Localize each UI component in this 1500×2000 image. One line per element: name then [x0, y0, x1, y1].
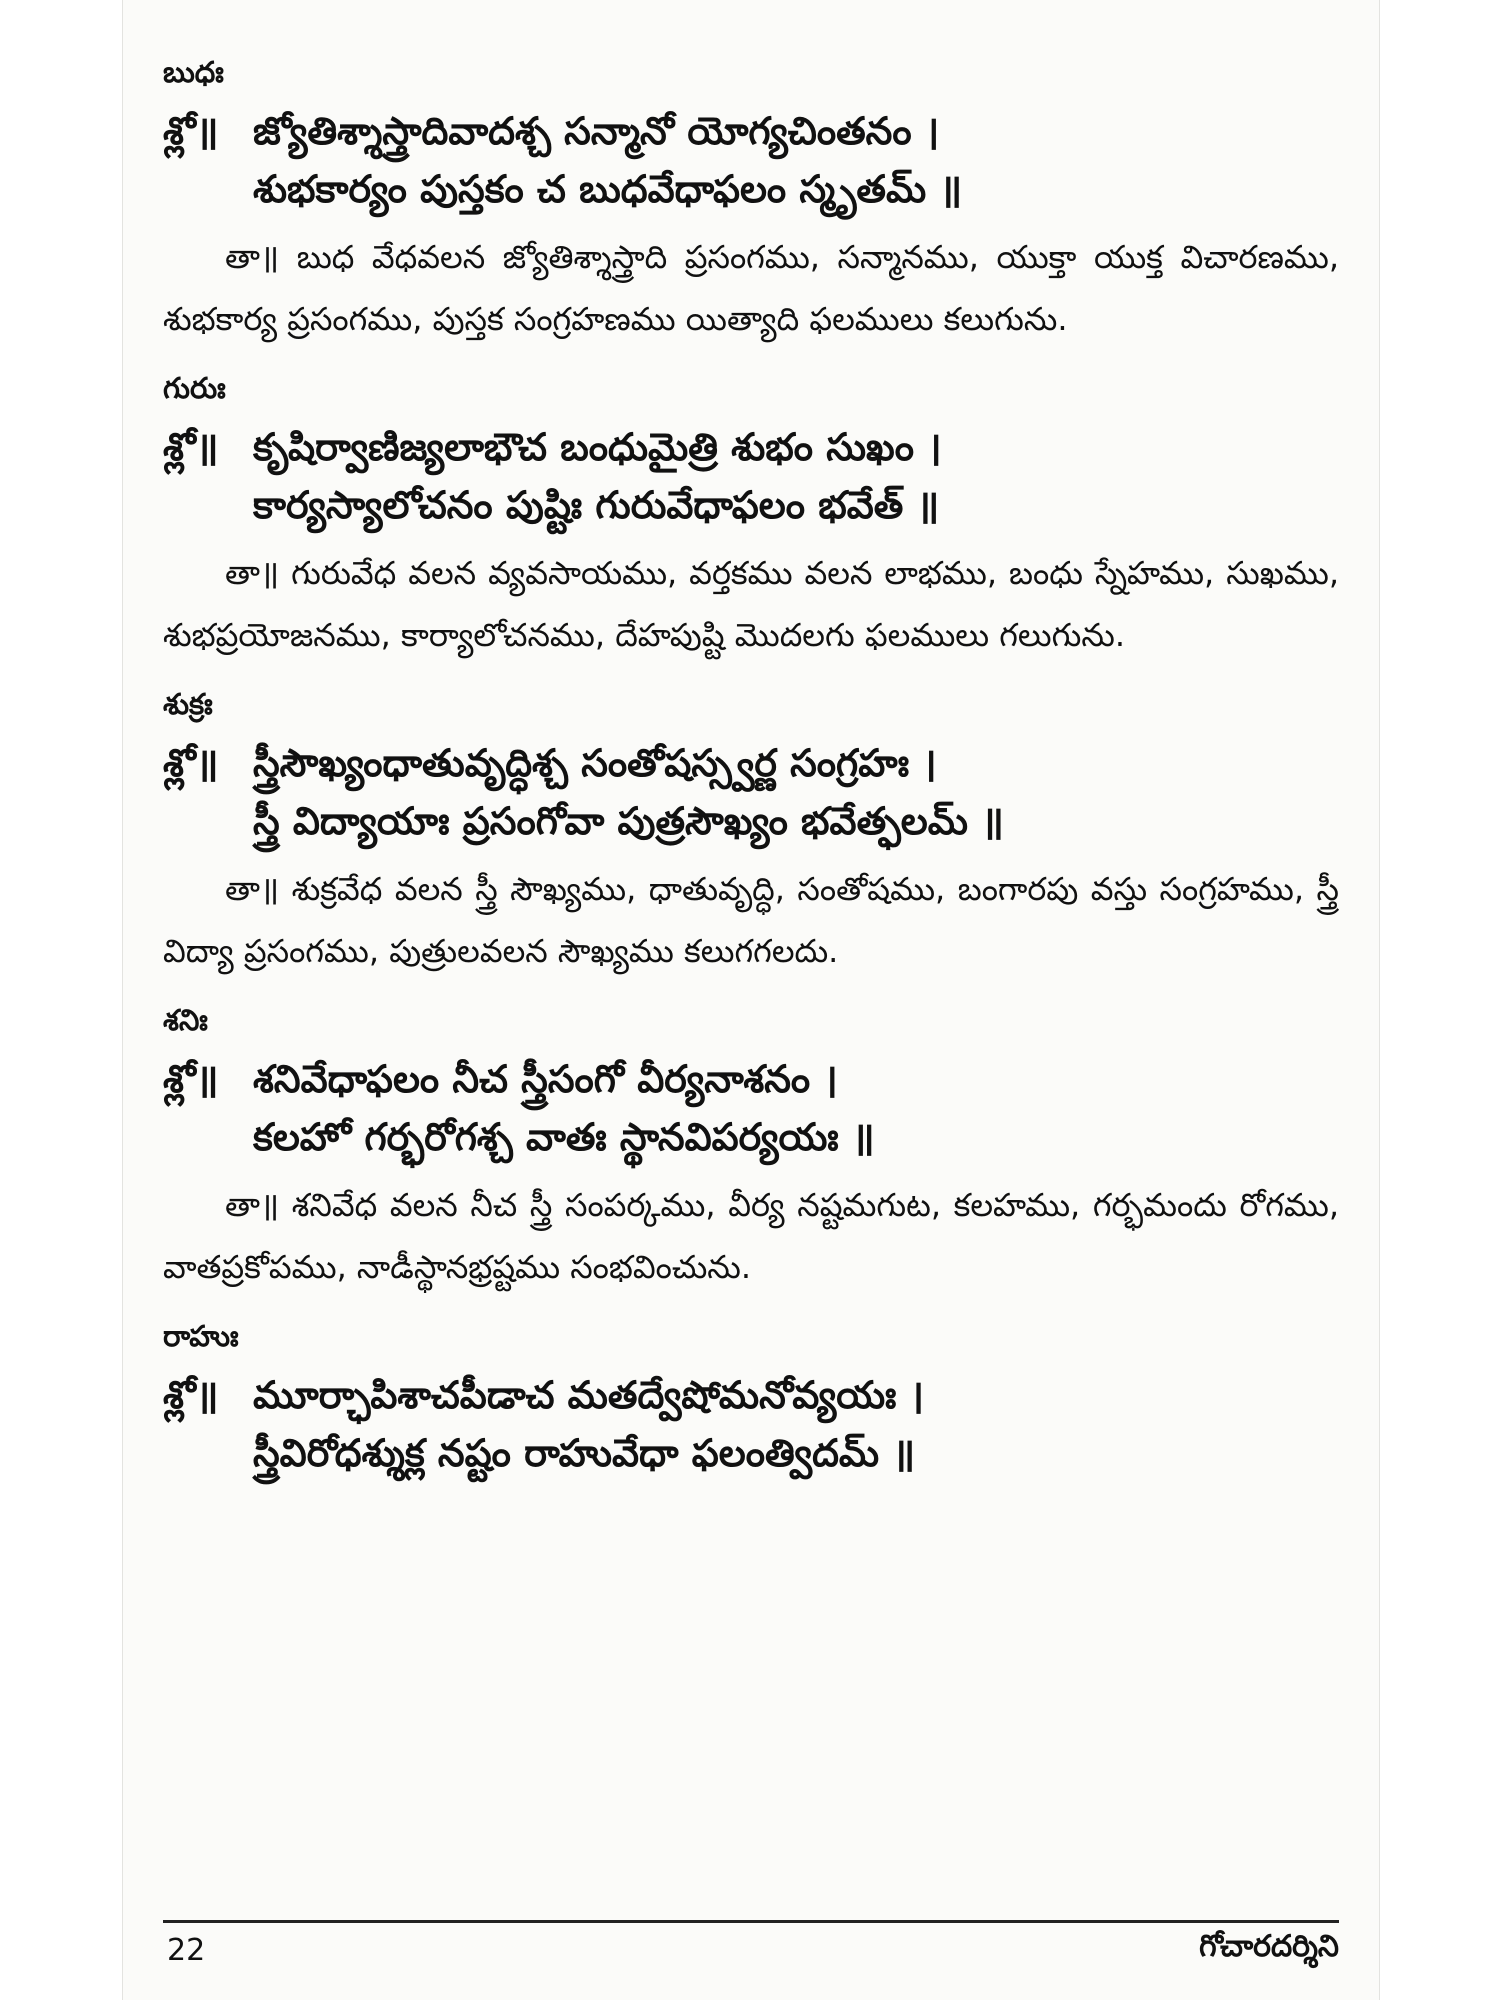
section-heading: బుధః: [163, 55, 224, 89]
section-heading: గురుః: [163, 371, 226, 405]
meaning-paragraph: తా॥ శనివేధ వలన నీచ స్త్రీ సంపర్కము, వీర్య నష్టమగుట, కలహము, గర్భమందు రోగము, వాతప్రకోపము, నాడీస్థానభ్రష్టము సంభవించును.: [163, 1186, 1339, 1286]
verse-line: [163, 1108, 1339, 1166]
shani-section: [163, 1000, 1339, 1298]
verse-mark: శ్లో॥: [163, 1057, 219, 1101]
section-heading: రాహుః: [163, 1319, 239, 1353]
page-number: 22: [167, 1933, 206, 1968]
book-page: [122, 0, 1380, 2000]
verse-line: [163, 476, 1339, 534]
verse-line: [163, 1366, 1339, 1424]
verse-line: [163, 734, 1339, 792]
verse-text: కృషిర్వాణిజ్యలాభౌచ బంధుమైత్రి శుభం సుఖం ।: [253, 425, 942, 469]
budha-section: [163, 52, 1339, 350]
verse-text: స్త్రీసౌఖ్యంధాతువృద్ధిశ్చ సంతోషస్స్వర్ణ సంగ్రహః ।: [253, 741, 937, 785]
footer-divider: [163, 1920, 1339, 1923]
verse-line: [163, 102, 1339, 160]
verse-text: జ్యోతిశ్శాస్త్రాదివాదశ్చ సన్మానో యోగ్యచింతనం ।: [253, 109, 940, 153]
verse-text: కార్యస్యాలోచనం పుష్టిః గురువేధాఫలం భవేత్ ॥: [253, 483, 940, 527]
verse-mark: శ్లో॥: [163, 741, 219, 785]
verse-text: స్త్రీ విద్యాయాః ప్రసంగోవా పుత్రసౌఖ్యం భవేత్ఫలమ్ ॥: [253, 799, 1004, 843]
verse-mark: శ్లో॥: [163, 109, 219, 153]
verse-mark: శ్లో॥: [163, 425, 219, 469]
shukra-section: [163, 684, 1339, 982]
book-title: గోచారదర్శిని: [1199, 1929, 1339, 1964]
verse-line: [163, 160, 1339, 218]
verse-line: [163, 1424, 1339, 1482]
section-heading: శుక్రః: [163, 687, 213, 721]
verse-text: స్త్రీవిరోధశ్శుక్ల నష్టం రాహువేధా ఫలంత్విదమ్ ॥: [253, 1431, 916, 1475]
section-heading: శనిః: [163, 1003, 208, 1037]
page-content: [163, 52, 1339, 1500]
rahu-section: [163, 1316, 1339, 1482]
verse-line: [163, 418, 1339, 476]
verse-mark: శ్లో॥: [163, 1373, 219, 1417]
verse-line: [163, 792, 1339, 850]
meaning-paragraph: తా॥ గురువేధ వలన వ్యవసాయము, వర్తకము వలన లాభము, బంధు స్నేహము, సుఖము, శుభప్రయోజనము, కార్యాలోచనము, దేహపుష్టి మొదలగు ఫలములు గలుగును.: [163, 554, 1339, 654]
verse-text: కలహో గర్భరోగశ్చ వాతః స్థానవిపర్యయః ॥: [253, 1115, 875, 1159]
verse-text: శనివేధాఫలం నీచ స్త్రీసంగో వీర్యనాశనం ।: [253, 1057, 838, 1101]
guru-section: [163, 368, 1339, 666]
meaning-paragraph: తా॥ శుక్రవేధ వలన స్త్రీ సౌఖ్యము, ధాతువృద్ధి, సంతోషము, బంగారపు వస్తు సంగ్రహము, స్త్రీ విద్యా ప్రసంగము, పుత్రులవలన సౌఖ్యము కలుగగలదు.: [163, 870, 1339, 970]
meaning-paragraph: తా॥ బుధ వేధవలన జ్యోతిశ్శాస్త్రాది ప్రసంగము, సన్మానము, యుక్తా యుక్త విచారణము, శుభకార్య ప్రసంగము, పుస్తక సంగ్రహణము యిత్యాది ఫలములు కలుగును.: [163, 238, 1339, 338]
verse-text: మూర్ఛాపిశాచపీడాచ మతద్వేషోమనోవ్యయః ।: [253, 1373, 925, 1417]
verse-text: శుభకార్యం పుస్తకం చ బుధవేధాఫలం స్మృతమ్ ॥: [253, 167, 963, 211]
verse-line: [163, 1050, 1339, 1108]
